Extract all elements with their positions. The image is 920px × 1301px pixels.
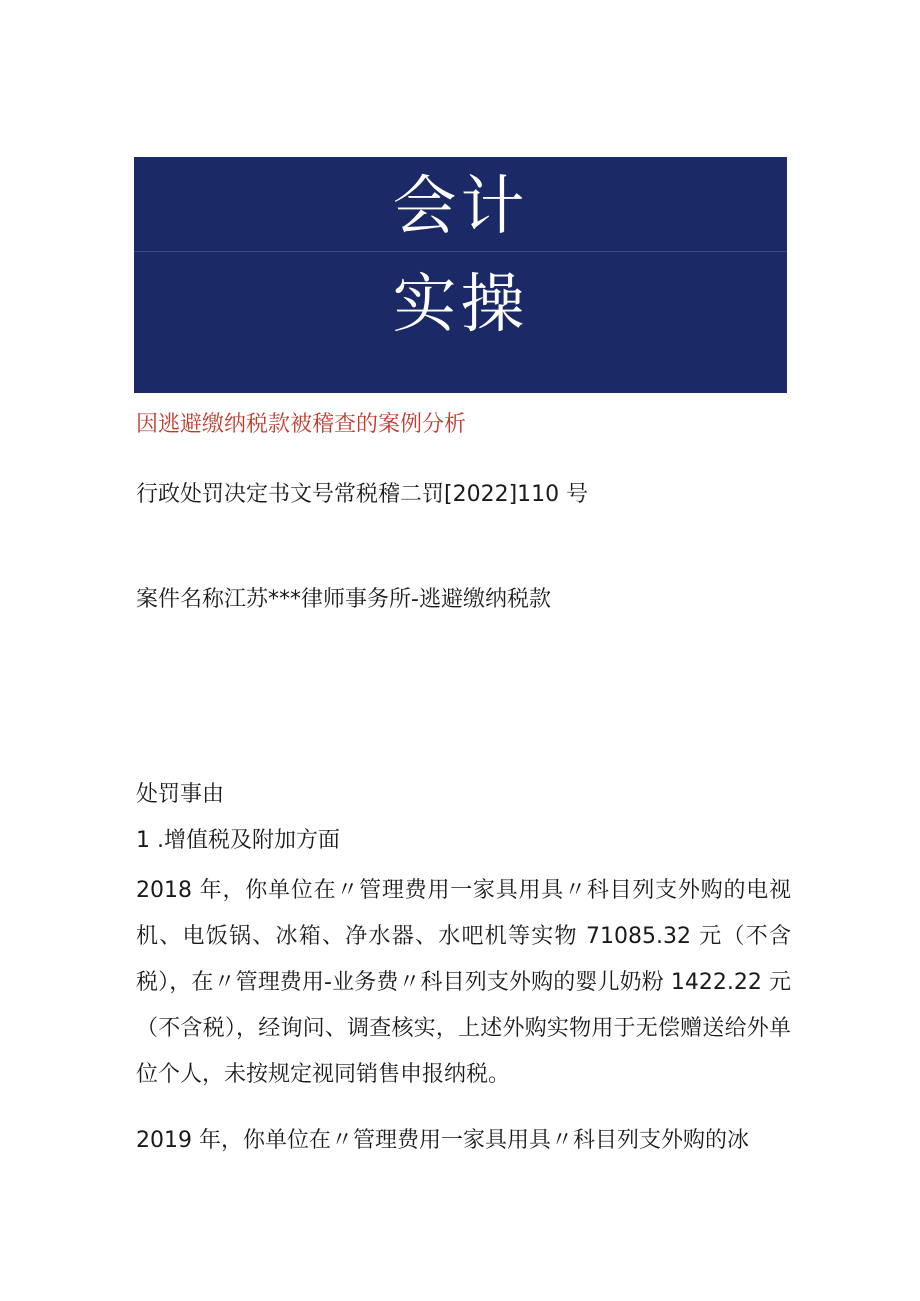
banner-divider bbox=[134, 251, 787, 252]
paragraph-2019: 2019 年，你单位在〃管理费用一家具用具〃科目列支外购的冰 bbox=[136, 1128, 749, 1153]
document-subtitle: 因逃避缴纳税款被稽查的案例分析 bbox=[136, 412, 467, 437]
banner-title-line-2: 实操 bbox=[392, 268, 529, 342]
case-name: 案件名称江苏***律师事务所-逃避缴纳税款 bbox=[136, 587, 551, 612]
decision-document-number: 行政处罚决定书文号常税稽二罚[2022]110 号 bbox=[136, 482, 589, 507]
paragraph-2018: 2018 年，你单位在〃管理费用一家具用具〃科目列支外购的电视机、电饭锅、冰箱、净水器、水吧机等实物 71085.32 元（不含税），在〃管理费用-业务费〃科目列支外购的婴儿奶粉 1422.22 元（不含税），经询问、调查核实，上述外购实物用于无偿赠送给外单位个人，未按规定视同销售申报纳税。 bbox=[136, 878, 791, 1087]
section-heading-penalty-reason: 处罚事由 bbox=[136, 782, 225, 807]
sub-heading-vat: 1 .增值税及附加方面 bbox=[136, 828, 340, 853]
banner-title-line-1: 会计 bbox=[392, 170, 529, 244]
title-banner bbox=[134, 157, 787, 393]
